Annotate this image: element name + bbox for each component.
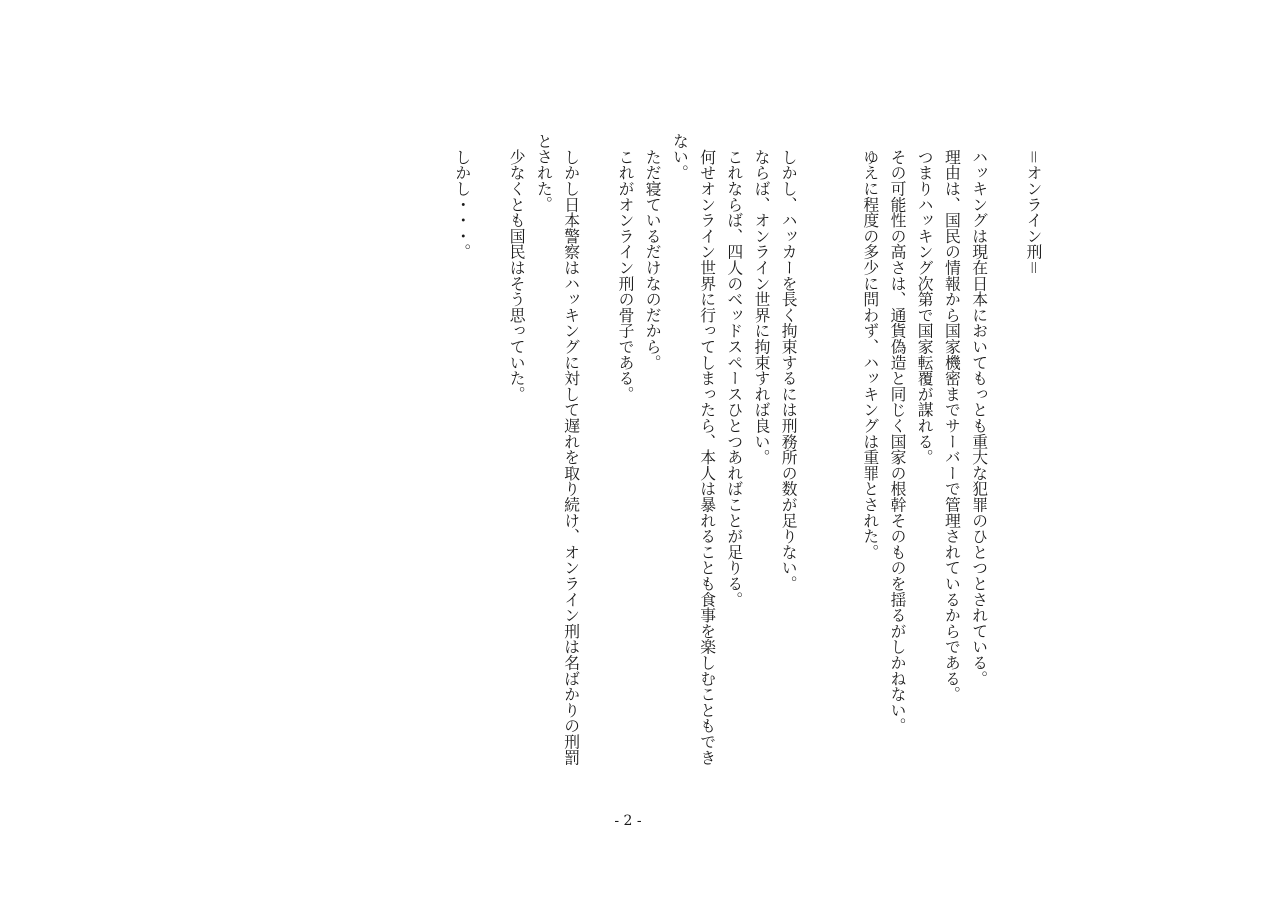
page-title: ＝オンライン刑＝ xyxy=(1024,148,1043,276)
vertical-text-body xyxy=(449,133,1047,793)
body-line: しかし、ハッカーを長く拘束するには刑務所の数が足りない。 xyxy=(779,148,799,592)
body-line: 少なくとも国民はそう思っていた。 xyxy=(507,148,527,402)
body-line: ただ寝ているだけなのだから。 xyxy=(643,148,663,370)
body-line: 理由は、国民の情報から国家機密までサーバーで管理されているからである。 xyxy=(942,148,962,702)
body-line: ゆえに程度の多少に問わず、ハッキングは重罪とされた。 xyxy=(860,148,880,560)
body-line: 何せオンライン世界に行ってしまったら、本人は暴れることも食事を楽しむこともでき xyxy=(697,148,717,765)
page-number: - 2 - xyxy=(614,813,642,829)
body-line: これならば、四人のベッドスペースひとつあればことが足りる。 xyxy=(724,148,744,607)
body-line: しかし日本警察はハッキングに対して遅れを取り続け、オンライン刑は名ばかりの刑罰 xyxy=(561,148,581,765)
body-line: これがオンライン刑の骨子である。 xyxy=(615,148,635,402)
body-line-continuation: ない。 xyxy=(670,133,690,181)
body-line: その可能性の高さは、通貨偽造と同じく国家の根幹そのものを揺るがしかねない。 xyxy=(888,148,907,734)
body-line: ならば、オンライン世界に拘束すれば良い。 xyxy=(752,148,771,465)
body-line: しかし・・・。 xyxy=(452,148,472,260)
body-line: つまりハッキング次第で国家転覆が謀れる。 xyxy=(915,148,935,465)
body-line: ハッキングは現在日本においてもっとも重大な犯罪のひとつとされている。 xyxy=(969,148,989,686)
body-line-continuation: とされた。 xyxy=(534,133,554,212)
